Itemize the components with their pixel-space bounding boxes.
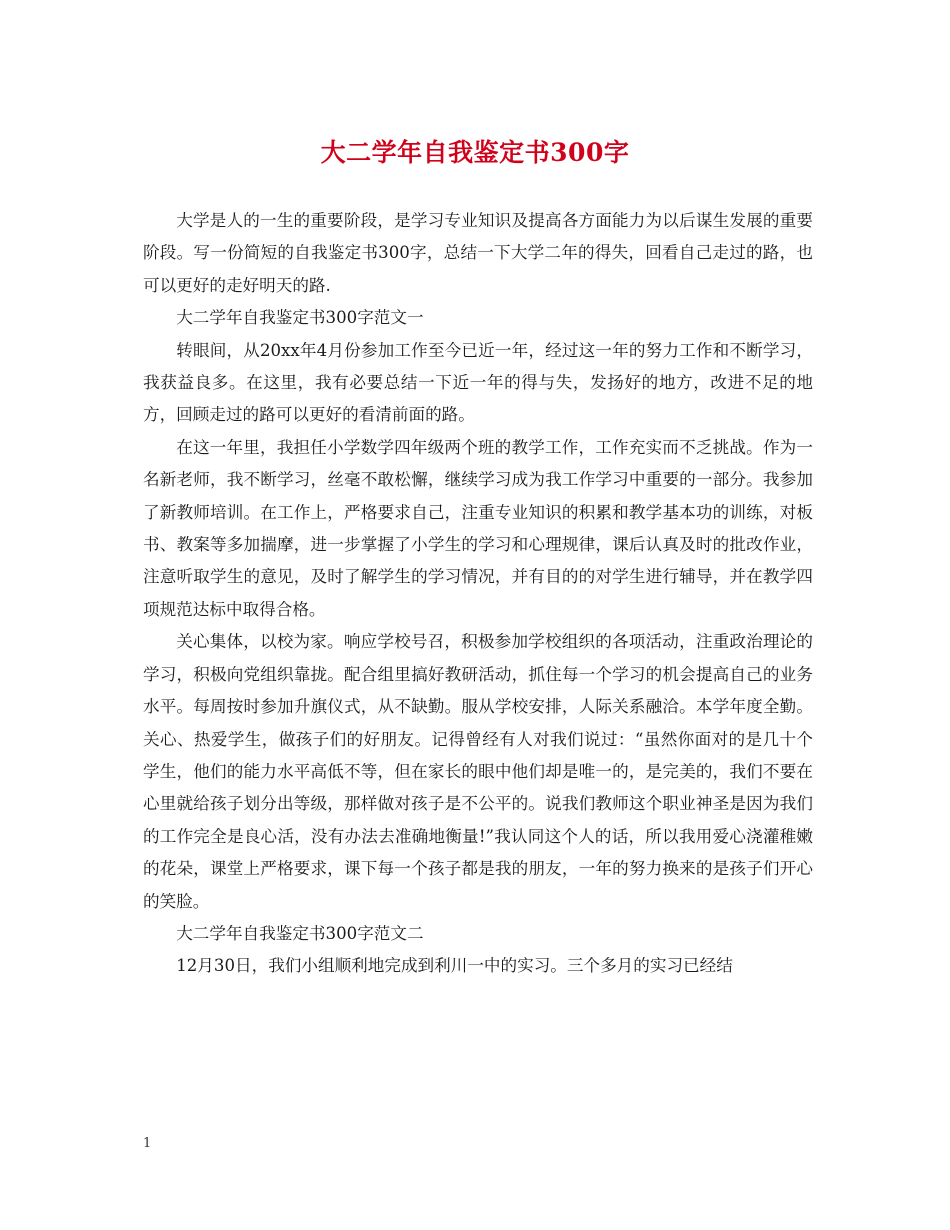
section-heading-example-2: 大二学年自我鉴定书300字范文二 [176,923,424,943]
document-body [143,205,813,983]
section-heading-example-1: 大二学年自我鉴定书300字范文一 [176,308,424,328]
page-number: 1 [143,1136,152,1151]
paragraph: 12月30日，我们小组顺利地完成到利川一中的实习。三个多月的实习已经结 [176,956,733,976]
paragraph: 在这一年里，我担任小学数学四年级两个班的教学工作，工作充实而不乏挑战。作为一名新老师，我不断学习，丝毫不敢松懈，继续学习成为我工作学习中重要的一部分。我参加了新教师培训。在工作上，严格要求自己，注重专业知识的积累和教学基本功的训练，对板书、教案等多加揣摩，进一步掌握了小学生的学习和心理规律，课后认真及时的批改作业，注意听取学生的意见，及时了解学生的学习情况，并有目的的对学生进行辅导，并在教学四项规范达标中取得合格。 [143,437,813,619]
paragraph: 转眼间，从20xx年4月份参加工作至今已近一年，经过这一年的努力工作和不断学习，我获益良多。在这里，我有必要总结一下近一年的得与失，发扬好的地方，改进不足的地方，回顾走过的路可以更好的看清前面的路。 [143,340,813,425]
paragraph-intro: 大学是人的一生的重要阶段，是学习专业知识及提高各方面能力为以后谋生发展的重要阶段。写一份简短的自我鉴定书300字，总结一下大学二年的得失，回看自己走过的路，也可以更好的走好明天的路. [143,211,813,295]
document-title: 大二学年自我鉴定书300字 [320,138,630,167]
paragraph: 关心集体，以校为家。响应学校号召，积极参加学校组织的各项活动，注重政治理论的学习，积极向党组织靠拢。配合组里搞好教研活动，抓住每一个学习的机会提高自己的业务水平。每周按时参加升旗仪式，从不缺勤。服从学校安排，人际关系融洽。本学年度全勤。关心、热爱学生，做孩子们的好朋友。记得曾经有人对我们说过：“虽然你面对的是几十个学生，他们的能力水平高低不等，但在家长的眼中他们却是唯一的，是完美的，我们不要在心里就给孩子划分出等级，那样做对孩子是不公平的。说我们教师这个职业神圣是因为我们的工作完全是良心活，没有办法去准确地衡量!”我认同这个人的话，所以我用爱心浇灌稚嫩的花朵，课堂上严格要求，课下每一个孩子都是我的朋友，一年的努力换来的是孩子们开心的笑脸。 [143,632,813,911]
